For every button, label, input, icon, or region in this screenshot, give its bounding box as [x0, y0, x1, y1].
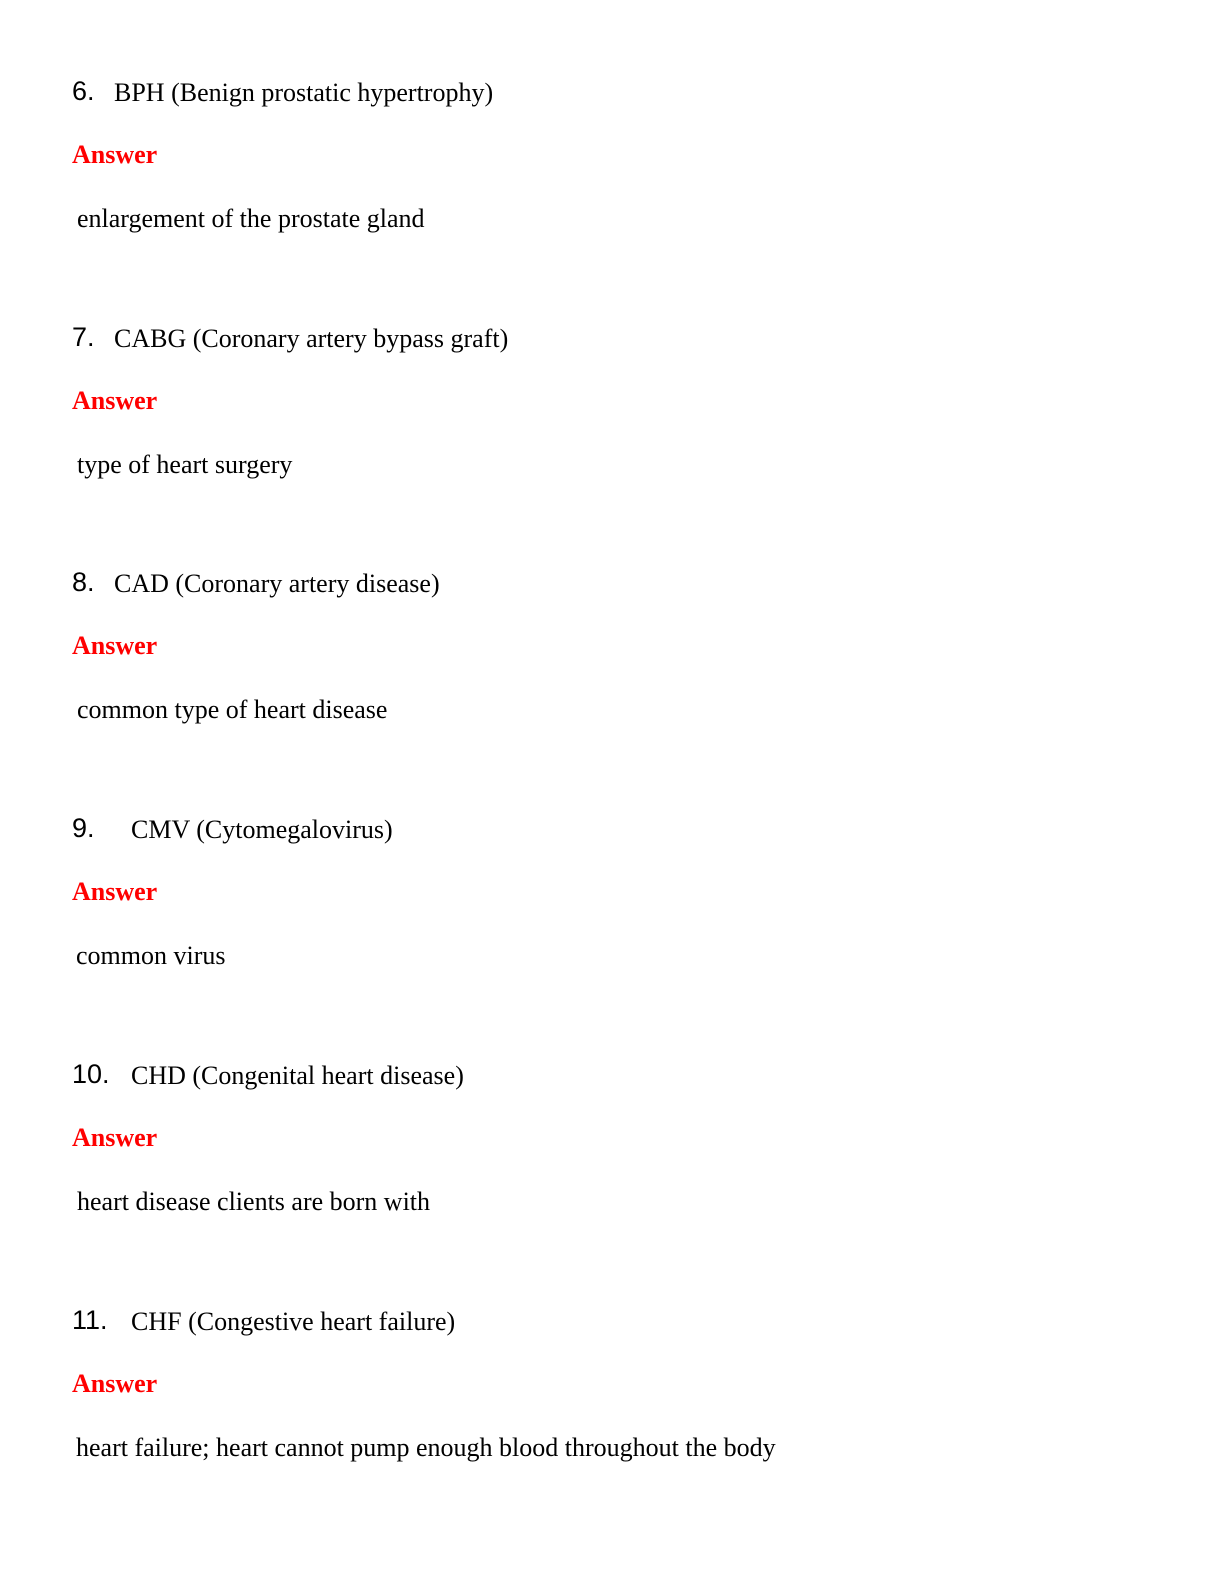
answer-label: Answer — [72, 631, 158, 660]
question-number: 9. — [72, 813, 95, 843]
answer-label: Answer — [72, 1369, 158, 1398]
question-text: BPH (Benign prostatic hypertrophy) — [114, 78, 494, 107]
question-number: 10. — [72, 1059, 110, 1089]
question-text: CHD (Congenital heart disease) — [131, 1061, 464, 1090]
answer-label: Answer — [72, 1123, 158, 1152]
question-number: 11. — [72, 1305, 108, 1335]
question-text: CMV (Cytomegalovirus) — [131, 815, 393, 844]
answer-label: Answer — [72, 140, 158, 169]
answer-label: Answer — [72, 386, 158, 415]
question-text: CABG (Coronary artery bypass graft) — [114, 324, 509, 353]
answer-label: Answer — [72, 877, 158, 906]
answer-text: common type of heart disease — [77, 695, 388, 724]
question-text: CAD (Coronary artery disease) — [114, 569, 440, 598]
answer-text: heart failure; heart cannot pump enough blood throughout the body — [76, 1433, 776, 1462]
answer-text: type of heart surgery — [77, 450, 293, 479]
question-text: CHF (Congestive heart failure) — [131, 1307, 456, 1336]
question-number: 6. — [72, 76, 95, 106]
question-number: 8. — [72, 567, 95, 597]
answer-text: enlargement of the prostate gland — [77, 204, 425, 233]
answer-text: heart disease clients are born with — [77, 1187, 431, 1216]
answer-text: common virus — [76, 941, 226, 970]
question-number: 7. — [72, 322, 95, 352]
